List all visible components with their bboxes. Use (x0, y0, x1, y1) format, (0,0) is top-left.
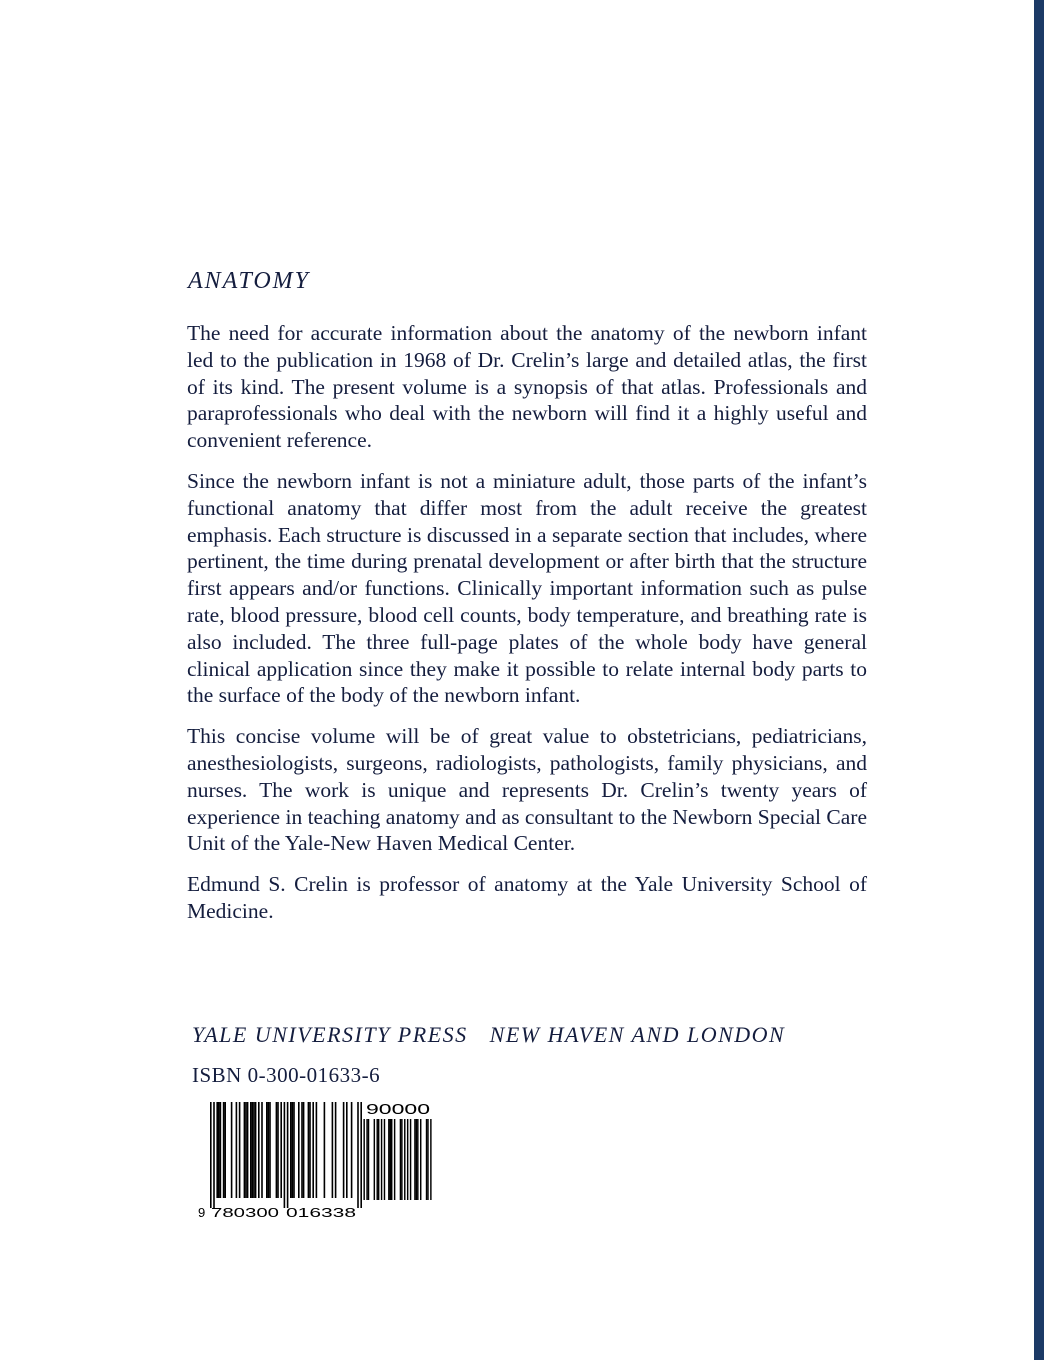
barcode-bar (351, 1102, 353, 1198)
barcode-bar (266, 1102, 268, 1198)
barcode-bar (220, 1102, 222, 1198)
barcode-bar (245, 1102, 247, 1198)
barcode-addon-bar (394, 1119, 395, 1200)
barcode-bar (324, 1102, 326, 1198)
spine-edge (1034, 0, 1044, 1360)
paragraph-3: This concise volume will be of great value to obstetricians, pediatricians, anesthesiologists, surgeons, radiologists, pathologists, family physicians, and nurses. The work is unique and represents Dr. Crelin’s twenty years of experience in teaching anatomy and as consultant to the Newborn Special Care Unit of the Yale-New Haven Medical Center. (187, 724, 867, 856)
barcode-bar (292, 1102, 294, 1198)
barcode-addon-bar (400, 1119, 401, 1200)
barcode-addon-bar (390, 1119, 391, 1200)
barcode-bar (343, 1102, 345, 1198)
publisher-name: YALE UNIVERSITY PRESS (192, 1022, 468, 1047)
barcode-addon-digits: 90000 (366, 1101, 430, 1118)
barcode-bar (258, 1102, 260, 1198)
barcode-bar (261, 1102, 263, 1198)
barcode-addon-bar (384, 1119, 385, 1200)
barcode-bar (280, 1102, 282, 1198)
barcode-graphic (198, 1098, 438, 1220)
author-bio: Edmund S. Crelin is professor of anatomy at the Yale University School of Medicine. (187, 872, 867, 923)
barcode-addon-bar (388, 1119, 389, 1200)
publisher-line (192, 1022, 785, 1048)
barcode-bar (244, 1102, 246, 1198)
barcode-bar (253, 1102, 255, 1198)
barcode-guard-bar (287, 1102, 289, 1208)
barcode-bar (332, 1102, 334, 1198)
barcode-addon-bar (377, 1119, 378, 1200)
barcode-bar (290, 1102, 292, 1198)
barcode-addon-bar (407, 1119, 408, 1200)
barcode-guard-bar (210, 1102, 212, 1208)
barcode-main-bars (210, 1102, 362, 1208)
barcode-lead-digit: 9 (198, 1205, 206, 1220)
barcode-addon-bar (368, 1119, 369, 1200)
barcode-left-digits: 780300 (211, 1205, 279, 1220)
barcode-bar (231, 1102, 233, 1198)
paragraph-1: The need for accurate information about the anatomy of the newborn infant led to the publication in 1968 of Dr. Crelin’s large and detailed atlas, the first of its kind. The present volume is a synopsis of that atlas. Professionals and paraprofessionals who deal with the newborn will find it a highly useful and convenient reference. (187, 321, 867, 453)
barcode-bar (303, 1102, 305, 1198)
barcode-addon-bar (366, 1119, 367, 1200)
barcode-addon-bar (427, 1119, 428, 1200)
barcode-bar (216, 1102, 218, 1198)
barcode-bar (335, 1102, 337, 1198)
barcode-addon-bar (417, 1119, 418, 1200)
barcode-bar (268, 1102, 270, 1198)
barcode-bar (293, 1102, 295, 1198)
barcode-bar (301, 1102, 303, 1198)
barcode-bar (269, 1102, 271, 1198)
barcode-addon-bar (374, 1119, 375, 1200)
barcode-addon-bar (401, 1119, 402, 1200)
isbn: ISBN 0-300-01633-6 (192, 1063, 381, 1087)
barcode-guard-bar (360, 1102, 362, 1208)
barcode-bar (223, 1102, 225, 1198)
barcode-bar (218, 1102, 220, 1198)
barcode-addon-bar (426, 1119, 427, 1200)
barcode-addon-bar (430, 1119, 431, 1200)
barcode (198, 1098, 438, 1220)
barcode-addon-bar (378, 1119, 379, 1200)
barcode-bar (309, 1102, 311, 1198)
barcode-bar (247, 1102, 249, 1198)
barcode-addon-bar (391, 1119, 392, 1200)
barcode-bar (276, 1102, 278, 1198)
barcode-bar (277, 1102, 279, 1198)
barcode-bar (308, 1102, 310, 1198)
barcode-addon-bar (404, 1119, 405, 1200)
barcode-addon-bar (420, 1119, 421, 1200)
barcode-guard-bar (213, 1102, 215, 1208)
barcode-bar (312, 1102, 314, 1198)
heading: ANATOMY (188, 268, 311, 294)
barcode-bar (298, 1102, 300, 1198)
barcode-addon-bar (414, 1119, 415, 1200)
barcode-bar (236, 1102, 238, 1198)
barcode-bar (224, 1102, 226, 1198)
barcode-bar (252, 1102, 254, 1198)
barcode-addon-bars (363, 1119, 431, 1200)
barcode-guard-bar (284, 1102, 286, 1208)
barcode-bar (346, 1102, 348, 1198)
barcode-right-digits: 016338 (286, 1205, 356, 1220)
barcode-addon-bar (410, 1119, 411, 1200)
description-block (187, 320, 867, 939)
barcode-bar (316, 1102, 318, 1198)
barcode-addon-bar (363, 1119, 364, 1200)
barcode-guard-bar (357, 1102, 359, 1208)
barcode-bar (255, 1102, 257, 1198)
barcode-bar (250, 1102, 252, 1198)
publisher-location: NEW HAVEN AND LONDON (489, 1022, 786, 1047)
paragraph-2: Since the newborn infant is not a miniature adult, those parts of the infant’s functional anatomy that differ most from the adult receive the greatest emphasis. Each structure is discussed in a separate section that includes, where pertinent, the time during prenatal development or after birth that the structure first appears and/or functions. Clinically important information such as pulse rate, blood pressure, blood cell counts, body temperature, and breathing rate is also included. The three full-page plates of the whole body have general clinical application since they make it possible to relate internal body parts to the surface of the body of the newborn infant. (187, 468, 867, 708)
barcode-addon-bar (416, 1119, 417, 1200)
barcode-bar (239, 1102, 241, 1198)
barcode-addon-bar (381, 1119, 382, 1200)
